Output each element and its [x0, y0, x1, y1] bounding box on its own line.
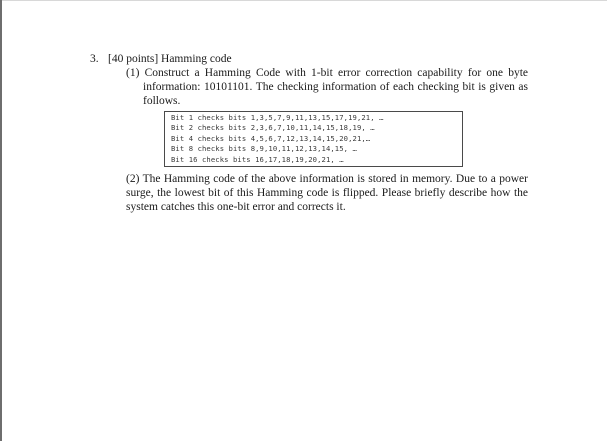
page-top-edge — [0, 0, 607, 1]
checking-bit-line: Bit 16 checks bits 16,17,18,19,20,21, … — [171, 154, 344, 164]
checking-bit-line: Bit 4 checks bits 4,5,6,7,12,13,14,15,20,21,… — [171, 133, 371, 143]
part-2 — [126, 172, 528, 214]
checking-bit-line: Bit 1 checks bits 1,3,5,7,9,11,13,15,17,19,21, … — [171, 113, 384, 122]
part-1-text: (1) Construct a Hamming Code with 1-bit error correction capability for one byte information: 10101101. The checking information of each checking bit is given as follows. — [126, 67, 528, 107]
part-2-text: (2) The Hamming code of the above information is stored in memory. Due to a power surge, the lowest bit of this Hamming code is flipped. Please briefly describe how the system catches this one-bit error and corrects it. — [126, 172, 528, 213]
part-1 — [126, 66, 528, 108]
question-header — [90, 52, 530, 66]
checking-bit-line: Bit 2 checks bits 2,3,6,7,10,11,14,15,18,19, … — [171, 123, 375, 133]
page-left-edge — [0, 0, 2, 441]
checking-bit-line: Bit 8 checks bits 8,9,10,11,12,13,14,15, … — [171, 144, 357, 154]
checking-bits-box — [164, 111, 463, 167]
question-title: [40 points] Hamming code — [108, 53, 232, 65]
question-number: 3. — [90, 53, 99, 65]
question-block — [90, 52, 530, 214]
